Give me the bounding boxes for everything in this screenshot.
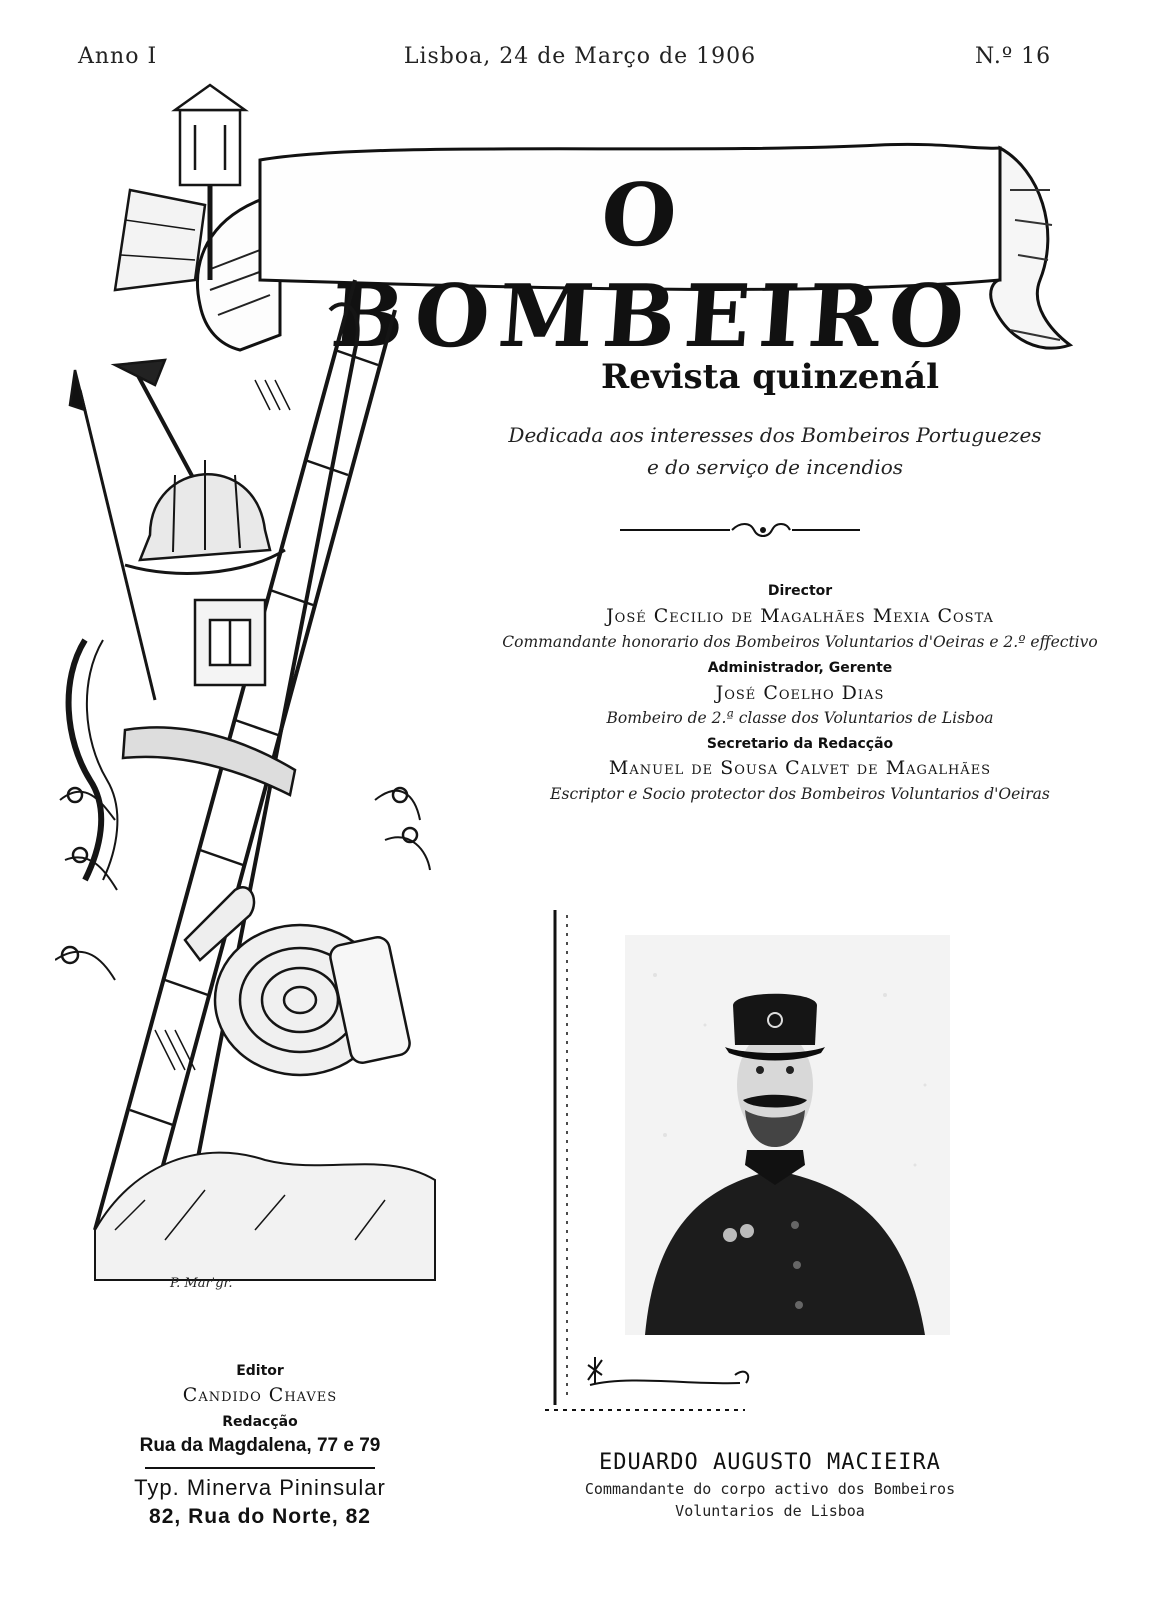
illustrator-signature: P. Mar'gr. [170,1276,233,1291]
secretary-description: Escriptor e Socio protector dos Bombeiros Voluntarios d'Oeiras [550,785,1050,803]
volume-label: Anno I [78,44,158,69]
portrait-photo [625,935,950,1335]
masthead-subtitle: Revista quinzenál [600,357,939,397]
issue-number: N.º 16 [975,44,1052,69]
editor-name: Candido Chaves [182,1384,338,1406]
dedication-line-2: e do serviço de incendios [646,455,904,479]
secretary-name: Manuel de Sousa Calvet de Magalhães [608,757,992,779]
administrator-description: Bombeiro de 2.ª classe dos Voluntarios de Lisboa [606,709,994,727]
portrait-caption-line-1: Commandante do corpo activo dos Bombeiros [584,1480,956,1498]
typography-address: 82, Rua do Norte, 82 [149,1505,371,1528]
director-role: Director [767,583,833,599]
director-name: José Cecilio de Magalhães Mexia Costa [606,605,994,627]
masthead-title: O BOMBEIRO [327,165,977,367]
dedication-line-1: Dedicada aos interesses dos Bombeiros Portuguezes [508,423,1042,447]
secretary-role: Secretario da Redacção [706,736,894,752]
portrait-caption-line-2: Voluntarios de Lisboa [675,1502,865,1520]
fire-equipment-illustration [55,80,455,1320]
date-line: Lisboa, 24 de Março de 1906 [403,44,757,69]
imprint-divider [145,1467,375,1469]
director-description: Commandante honorario dos Bombeiros Voluntarios d'Oeiras e 2.º effectivo [502,633,1098,651]
redaccao-address: Rua da Magdalena, 77 e 79 [139,1435,381,1456]
editor-role: Editor [236,1363,284,1379]
administrator-role: Administrador, Gerente [707,660,893,676]
typography-name: Typ. Minerva Pininsular [134,1475,386,1500]
redaccao-role: Redacção [222,1414,298,1430]
portrait-name: EDUARDO AUGUSTO MACIEIRA [599,1450,941,1475]
ornamental-divider [620,520,860,540]
administrator-name: José Coelho Dias [715,682,885,704]
